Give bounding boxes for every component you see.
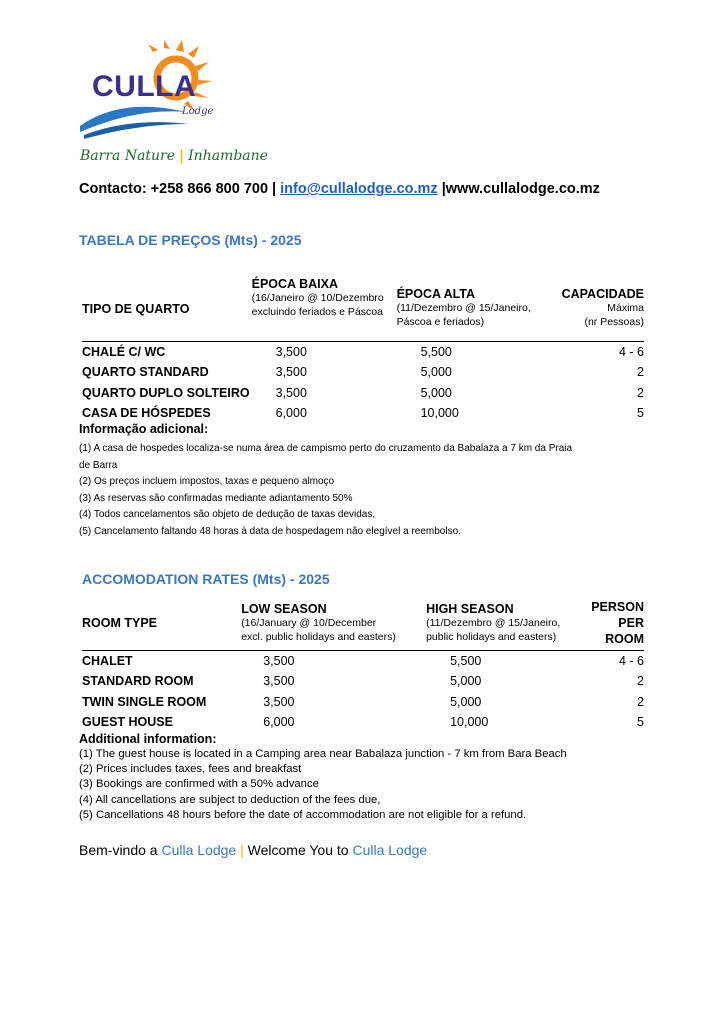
welcome-pt-text: Bem-vindo a <box>79 842 162 858</box>
low-price: 3,500 <box>275 344 307 359</box>
high-price: 5,000 <box>420 385 452 400</box>
high-price: 5,500 <box>420 344 452 359</box>
high-price: 5,000 <box>450 674 482 689</box>
pt-section-title: TABELA DE PREÇOS (Mts) - 2025 <box>79 232 302 248</box>
en-header-high: HIGH SEASON (11/Dezembro @ 15/Janeiro, public holidays and easters) <box>426 596 591 650</box>
en-header-low-sub1: (16/January @ 10/December <box>241 616 377 629</box>
room-name: CASA DE HÓSPEDES <box>82 406 211 421</box>
high-price: 5,000 <box>420 365 452 380</box>
pt-info-title: Informação adicional: <box>79 422 209 436</box>
table-row <box>82 362 644 383</box>
pt-header-cap-sub2: (nr Pessoas) <box>584 316 644 328</box>
logo <box>78 40 228 140</box>
welcome-en-text: Welcome You to <box>243 842 353 858</box>
pt-header-low-sub: (16/Janeiro @ 10/Dezembro excluindo feriados e Páscoa <box>251 292 384 318</box>
pt-rates-table <box>82 277 644 424</box>
en-rates-table <box>82 596 644 733</box>
low-price: 3,500 <box>275 365 307 380</box>
pt-header-capacity: CAPACIDADE Máxima (nr Pessoas) <box>561 287 644 328</box>
contact-email-link[interactable]: info@cullalodge.co.mz <box>280 181 438 197</box>
table-row <box>82 383 644 404</box>
capacity: 5 <box>637 406 644 421</box>
contact-website: |www.cullalodge.co.mz <box>437 181 600 197</box>
high-price: 10,000 <box>450 715 489 730</box>
low-price: 3,500 <box>263 694 295 709</box>
logo-wordmark: CULLA <box>92 70 197 103</box>
pt-header-row <box>82 277 644 341</box>
welcome-separator: | <box>240 842 244 858</box>
list-item: (5) Cancellations 48 hours before the date of accommodation are not eligible for a refund. <box>79 808 527 821</box>
logo-subtitle: Lodge <box>182 106 214 117</box>
table-row <box>82 341 644 362</box>
capacity: 2 <box>637 694 644 709</box>
list-item: (4) All cancellations are subject to deduction of the fees due, <box>79 793 381 806</box>
contact-phone: Contacto: +258 866 800 700 | <box>79 181 281 197</box>
capacity: 4 - 6 <box>618 344 644 359</box>
capacity: 2 <box>637 385 644 400</box>
en-header-high-sub1: (11/Dezembro @ 15/Janeiro, <box>426 616 561 629</box>
list-item: (1) A casa de hospedes localiza-se numa área de campismo perto do cruzamento da Babalaza a 7 km da Praia <box>79 443 573 454</box>
contact-line <box>79 181 600 197</box>
welcome-pt-brand: Culla Lodge <box>161 842 237 858</box>
room-name: GUEST HOUSE <box>82 715 173 730</box>
room-name: CHALET <box>82 653 133 668</box>
list-item: (2) Os preços incluem impostos, taxas e pequeno almoço <box>79 476 335 487</box>
pt-header-cap-sub1: Máxima <box>607 302 644 314</box>
table-row <box>82 650 644 671</box>
en-section-title: ACCOMODATION RATES (Mts) - 2025 <box>82 571 330 587</box>
high-price: 5,000 <box>450 694 482 709</box>
room-name: QUARTO DUPLO SOLTEIRO <box>82 385 250 400</box>
list-item: (4) Todos cancelamentos são objeto de dedução de taxas devidas, <box>79 509 376 520</box>
room-name: STANDARD ROOM <box>82 674 194 689</box>
list-item: de Barra <box>79 459 118 471</box>
list-item: (2) Prices includes taxes, fees and breakfast <box>79 763 302 776</box>
capacity: 2 <box>637 674 644 689</box>
tagline-separator: | <box>179 148 185 164</box>
list-item: (3) As reservas são confirmadas mediante adiantamento 50% <box>79 492 353 504</box>
capacity: 2 <box>637 365 644 380</box>
list-item: (1) The guest house is located in a Camping area near Babalaza junction - 7 km from Bara Beach <box>79 748 567 760</box>
pt-info-list <box>79 441 572 540</box>
pt-header-high: ÉPOCA ALTA (11/Dezembro @ 15/Janeiro, Páscoa e feriados) <box>397 277 562 341</box>
room-name: CHALÉ C/ WC <box>82 344 166 359</box>
low-price: 3,500 <box>275 385 307 400</box>
en-info-title: Additional information: <box>79 732 217 746</box>
en-header-room: ROOM TYPE <box>82 615 158 630</box>
list-item: (3) Bookings are confirmed with a 50% advance <box>79 778 319 791</box>
room-name: TWIN SINGLE ROOM <box>82 694 207 709</box>
pt-header-high-sub: (11/Dezembro @ 15/Janeiro, Páscoa e feriados) <box>396 302 531 328</box>
en-header-low-sub2: excl. public holidays and easters) <box>241 630 396 643</box>
welcome-line <box>79 842 427 858</box>
tagline-left: Barra Nature <box>80 148 176 164</box>
en-info-list <box>79 747 567 823</box>
en-header-capacity: PERSON PER ROOM <box>591 599 644 646</box>
table-row <box>82 671 644 692</box>
capacity: 4 - 6 <box>618 653 644 668</box>
tagline-right: Inhambane <box>188 148 268 164</box>
high-price: 10,000 <box>420 406 459 421</box>
en-header-high-sub2: public holidays and easters) <box>426 630 557 643</box>
tagline <box>80 148 268 164</box>
list-item: (5) Cancelamento faltando 48 horas à data de hospedagem não elegível a reembolso. <box>79 525 461 537</box>
pt-header-low: ÉPOCA BAIXA (16/Janeiro @ 10/Dezembro excluindo feriados e Páscoa <box>252 277 397 341</box>
table-row <box>82 692 644 713</box>
low-price: 6,000 <box>275 406 307 421</box>
table-row <box>82 403 644 424</box>
welcome-en-brand: Culla Lodge <box>352 842 428 858</box>
capacity: 5 <box>637 715 644 730</box>
pt-header-room: TIPO DE QUARTO <box>82 301 190 316</box>
en-header-low: LOW SEASON (16/January @ 10/December excl. public holidays and easters) <box>241 596 426 650</box>
high-price: 5,500 <box>450 653 482 668</box>
low-price: 3,500 <box>263 653 295 668</box>
table-row <box>82 712 644 733</box>
room-name: QUARTO STANDARD <box>82 365 209 380</box>
low-price: 3,500 <box>263 674 295 689</box>
low-price: 6,000 <box>263 715 295 730</box>
en-header-row <box>82 596 644 650</box>
